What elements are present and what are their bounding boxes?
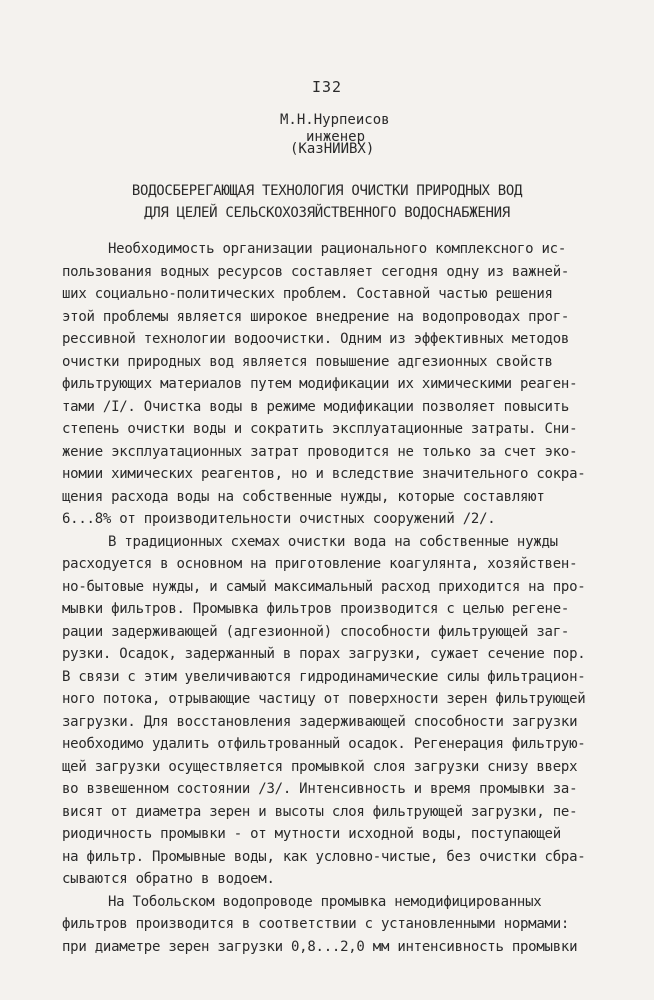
text-line: В связи с этим увеличиваются гидродинамические силы фильтрацион-	[62, 668, 586, 685]
text-line: На Тобольском водопроводе промывка немодифицированных	[108, 893, 542, 910]
text-line: мывки фильтров. Промывка фильтров производится с целью регене-	[62, 601, 570, 617]
title-line: ВОДОСБЕРЕГАЮЩАЯ ТЕХНОЛОГИЯ ОЧИСТКИ ПРИРОДНЫХ ВОД	[131, 183, 523, 199]
text-line: сываются обратно в водоем.	[62, 871, 275, 887]
text-line: тами /I/. Очистка воды в режиме модификации позволяет повысить	[62, 398, 570, 415]
text-line: степень очистки воды и сократить эксплуатационные затраты. Сни-	[62, 421, 578, 437]
text-line: рации задерживающей (адгезионной) способности фильтрующей заг-	[62, 623, 570, 640]
text-line: фильтров производится в соответствии с установленными нормами:	[62, 916, 570, 932]
text-line: этой проблемы является широкое внедрение на водопроводах прог-	[62, 308, 570, 325]
text-line: щения расхода воды на собственные нужды, которые составляют	[62, 488, 545, 505]
author-organization: (КазНИИВХ)	[290, 141, 375, 157]
text-line: на фильтр. Промывные воды, как условно-чистые, без очистки сбра-	[62, 848, 586, 865]
author-position: инженер	[306, 129, 366, 145]
text-line: очистки природных вод является повышение адгезионных свойств	[62, 353, 553, 370]
author-name: М.Н.Нурпеисов	[280, 112, 390, 128]
text-line: рессивной технологии водоочистки. Одним из эффективных методов	[62, 331, 570, 347]
text-line: рузки. Осадок, задержанный в порах загрузки, сужает сечение пор.	[62, 646, 586, 662]
text-line: номии химических реагентов, но и вследствие значительного сокра-	[62, 466, 586, 482]
article-body	[62, 238, 622, 958]
text-line: В традиционных схемах очистки вода на собственные нужды	[108, 533, 558, 550]
text-line: пользования водных ресурсов составляет сегодня одну из важней-	[62, 263, 570, 280]
text-line: но-бытовые нужды, и самый максимальный расход приходится на про-	[62, 578, 586, 595]
text-line: во взвешенном состоянии /3/. Интенсивность и время промывки за-	[62, 781, 578, 797]
text-line: ших социально-политических проблем. Составной частью решения	[62, 286, 553, 302]
text-line: 6...8% от производительности очистных сооружений /2/.	[62, 511, 496, 527]
text-line: необходимо удалить отфильтрованный осадок. Регенерация фильтрую-	[62, 736, 586, 752]
text-line: висят от диаметра зерен и высоты слоя фильтрующей загрузки, пе-	[62, 803, 578, 820]
text-line: щей загрузки осуществляется промывкой слоя загрузки снизу вверх	[62, 758, 578, 775]
text-line: при диаметре зерен загрузки 0,8...2,0 мм интенсивность промывки	[62, 938, 578, 955]
text-line: Необходимость организации рационального комплексного ис-	[108, 241, 567, 257]
text-line: риодичность промывки - от мутности исходной воды, поступающей	[62, 826, 561, 842]
text-line: ного потока, отрывающие частицу от поверхности зерен фильтрующей	[62, 691, 586, 707]
text-line: расходуется в основном на приготовление коагулянта, хозяйствен-	[62, 556, 578, 572]
text-line: фильтрующих материалов путем модификации их химическими реаген-	[62, 376, 578, 392]
page-number: I32	[311, 78, 343, 96]
text-line: загрузки. Для восстановления задерживающей способности загрузки	[62, 713, 578, 730]
article-title	[0, 180, 654, 224]
title-line: ДЛЯ ЦЕЛЕЙ СЕЛЬСКОХОЗЯЙСТВЕННОГО ВОДОСНАБЖЕНИЯ	[144, 205, 510, 221]
text-line: жение эксплуатационных затрат проводится не только за счет эко-	[62, 443, 578, 460]
